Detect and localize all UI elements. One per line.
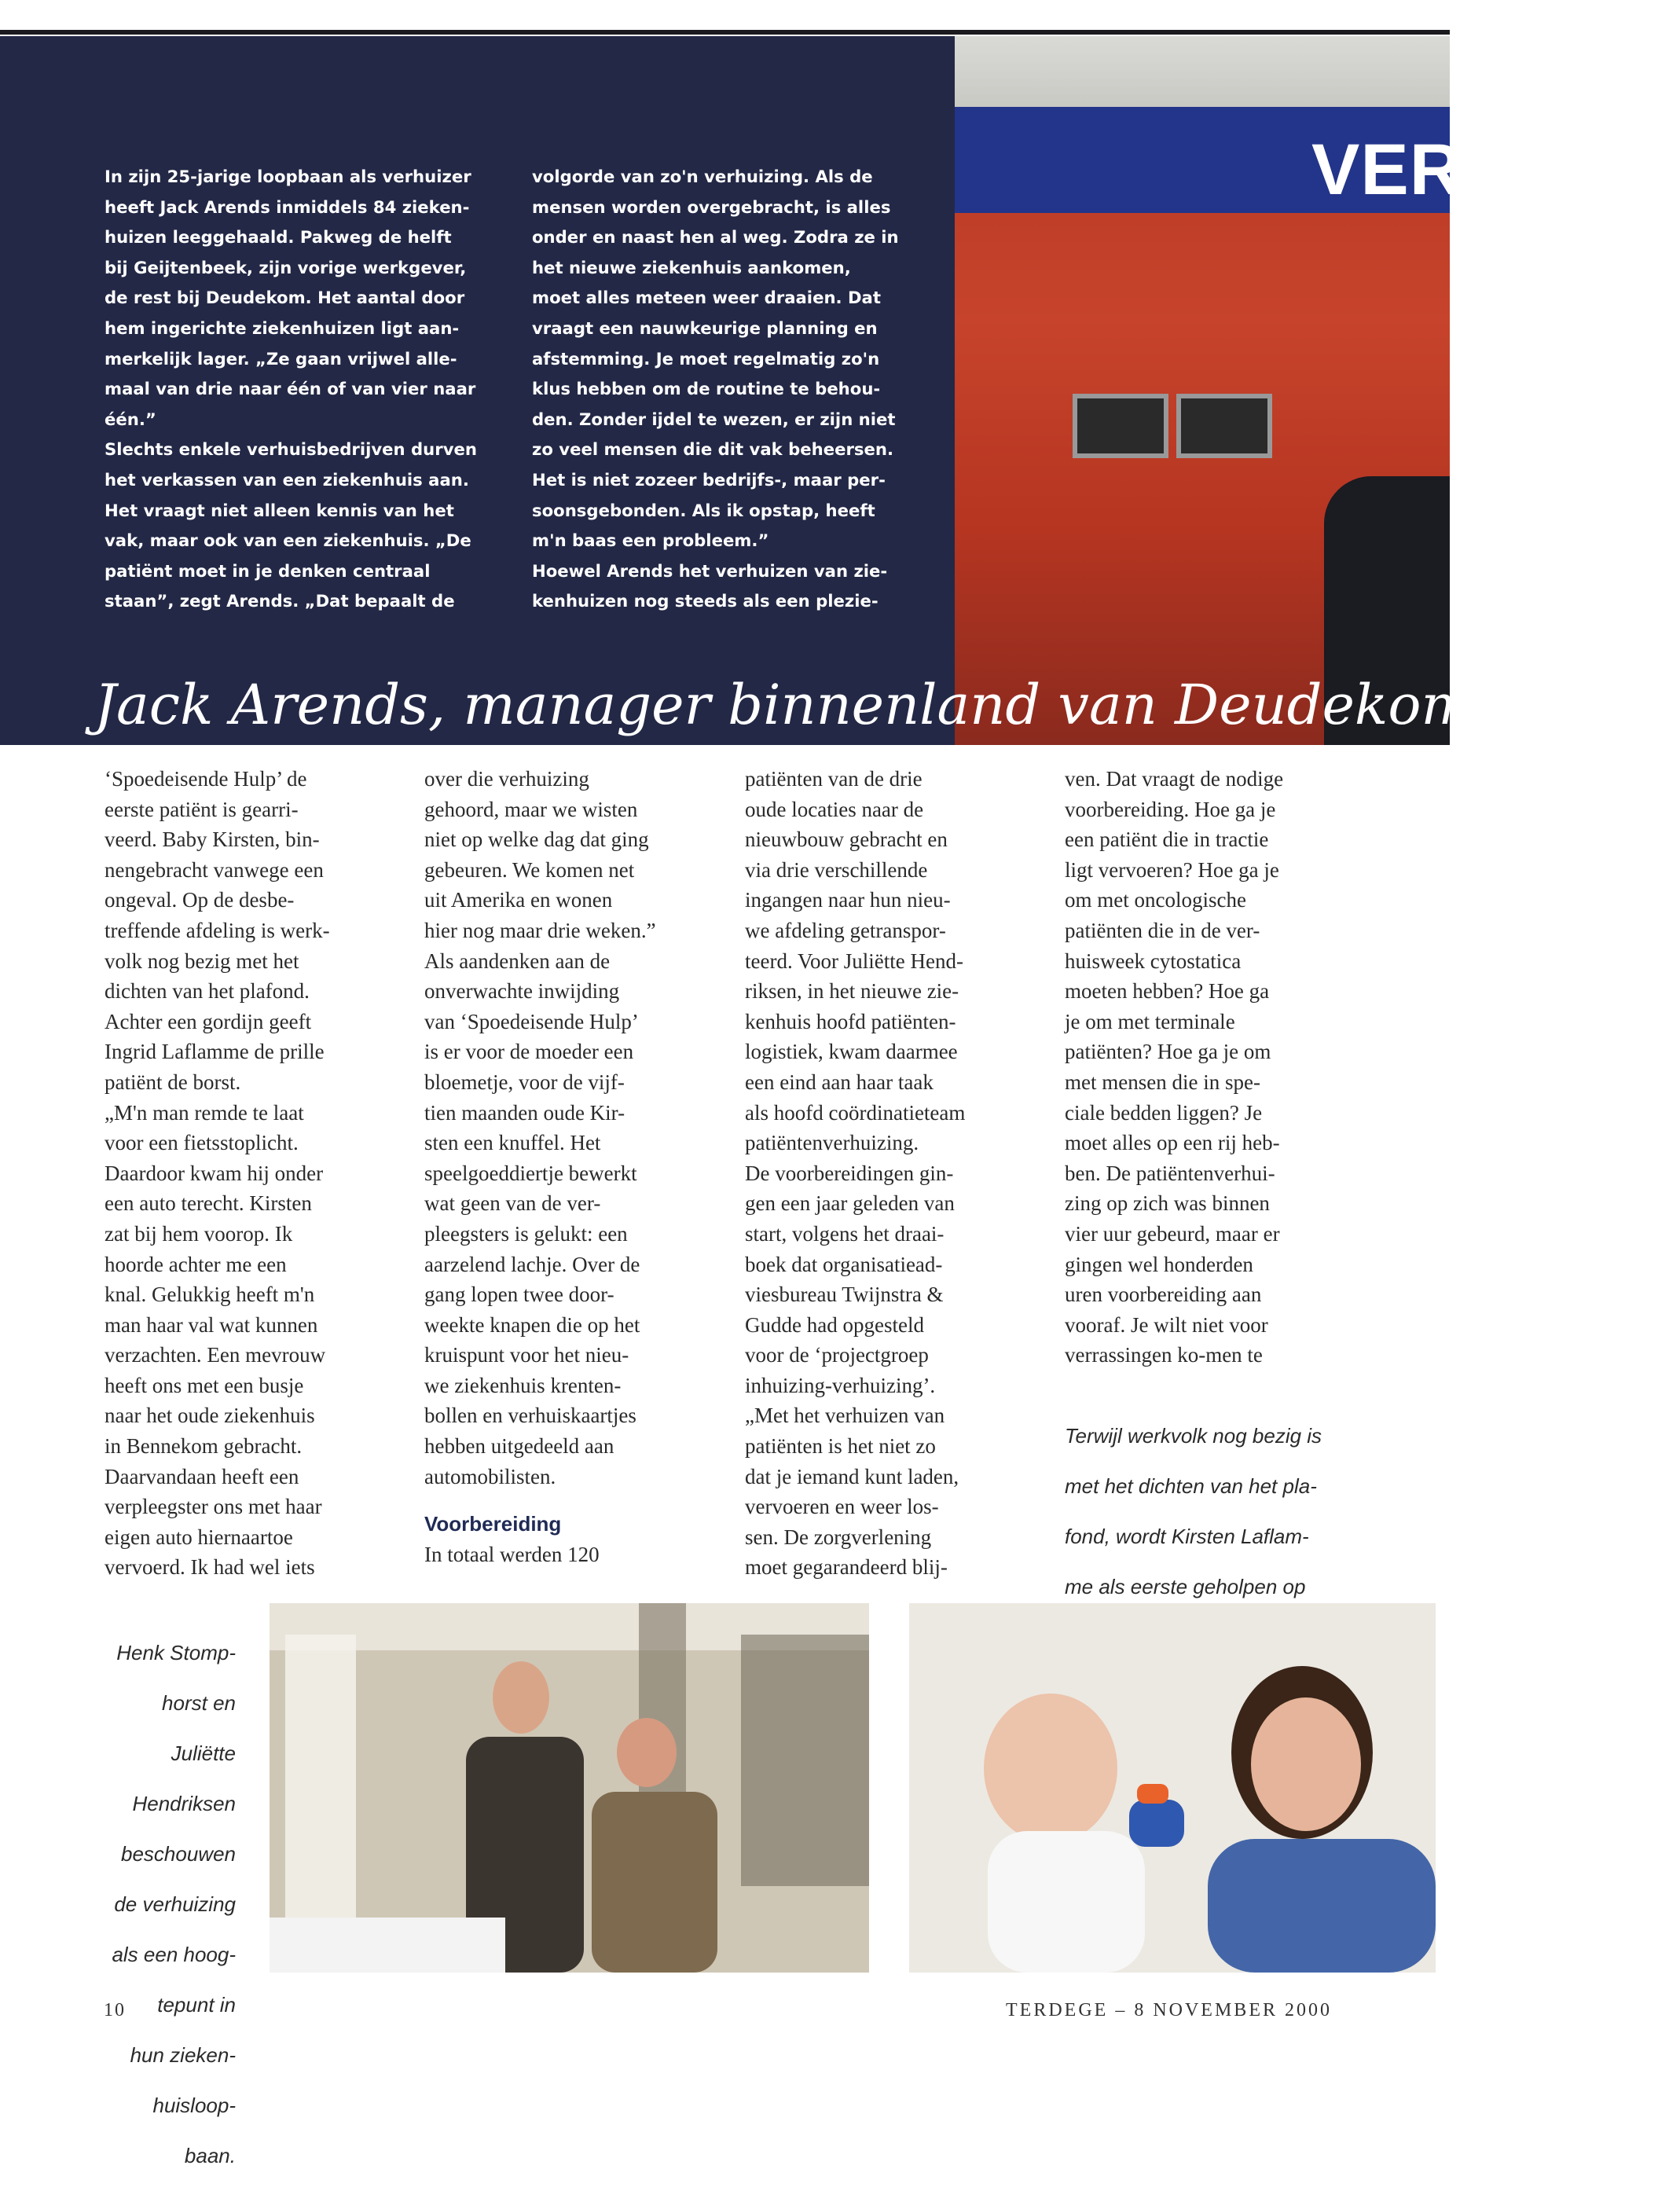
text-line: merkelijk lager. „Ze gaan vrijwel alle- [105, 348, 457, 369]
text-line: ben. De patiëntenverhui- [1065, 1161, 1275, 1185]
text-line: fond, wordt Kirsten Laflam- [1065, 1525, 1309, 1548]
text-line: naar het oude ziekenhuis [105, 1404, 315, 1428]
text-line: zat bij hem voorop. Ik [105, 1221, 293, 1246]
article-banner [0, 36, 1680, 745]
text-line: kenhuis hoofd patiënten- [745, 1009, 956, 1033]
body-column-3 [745, 764, 1036, 1583]
top-rule [0, 30, 1450, 35]
text-line: wat geen van de ver- [424, 1191, 601, 1216]
text-line: vier uur gebeurd, maar er [1065, 1221, 1280, 1246]
text-line: beschouwen [121, 1842, 236, 1866]
text-line: vraagt een nauwkeurige planning en [532, 317, 878, 338]
text-line: me als eerste geholpen op [1065, 1575, 1306, 1598]
text-line: bij Geijtenbeek, zijn vorige werkgever, [105, 257, 467, 277]
text-line: „Met het verhuizen van [745, 1404, 945, 1428]
text-line: patiënten? Hoe ga je om [1065, 1040, 1271, 1064]
text-line: met mensen die in spe- [1065, 1070, 1260, 1094]
text-line: verzachten. Een mevrouw [105, 1343, 326, 1367]
text-line: man haar val wat kunnen [105, 1312, 318, 1337]
photo-illustration [270, 1603, 869, 1973]
text-line: gen een jaar geleden van [745, 1191, 955, 1216]
text-line: Ingrid Laflamme de prille [105, 1040, 325, 1064]
text-line: mensen worden overgebracht, is alles [532, 196, 891, 217]
text-line: ‘Spoedeisende Hulp’ de [105, 767, 307, 791]
publication-footer: TERDEGE – 8 NOVEMBER 2000 [1006, 2000, 1332, 2020]
text-line: heeft Jack Arends inmiddels 84 zieken- [105, 196, 470, 217]
text-line: moet alles meteen weer draaien. Dat [532, 288, 881, 308]
text-line: sten een knuffel. Het [424, 1131, 601, 1155]
text-line: Het vraagt niet alleen kennis van het [105, 500, 454, 520]
text-line: viesbureau Twijnstra & [745, 1283, 944, 1307]
text-line: riksen, in het nieuwe zie- [745, 979, 959, 1004]
article-headline: Jack Arends, manager binnenland van Deudekom: „Het t [94, 673, 1680, 737]
text-line: patiënten van de drie [745, 767, 923, 791]
text-line: m'n baas een probleem.” [532, 530, 769, 551]
text-line: patiënt de borst. [105, 1070, 241, 1094]
text-line: huisloop- [152, 2094, 236, 2117]
text-line: weekte knapen die op het [424, 1312, 640, 1337]
text-line: één.” [105, 409, 156, 429]
truck-lamp [1176, 394, 1272, 458]
text-line: kruispunt voor het nieu- [424, 1343, 629, 1367]
text-line: het nieuwe ziekenhuis aankomen, [532, 257, 851, 277]
text-line: over die verhuizing [424, 767, 589, 791]
truck-lamp [1073, 394, 1168, 458]
text-line: logistiek, kwam daarmee [745, 1040, 958, 1064]
text-line: verpleegster ons met haar [105, 1495, 322, 1519]
text-line: bloemetje, voor de vijf- [424, 1070, 625, 1094]
truck-photo [955, 36, 1484, 745]
text-line: hun zieken- [130, 2043, 236, 2067]
text-line: een eind aan haar taak [745, 1070, 934, 1094]
text-line: we afdeling getranspor- [745, 918, 946, 942]
text-line: Daarvandaan heeft een [105, 1464, 299, 1488]
text-line: zing op zich was binnen [1065, 1191, 1270, 1216]
text-line: onder en naast hen al weg. Zodra ze in [532, 227, 899, 248]
text-line: patiëntenverhuizing. [745, 1131, 919, 1155]
text-line: patiënten die in de ver- [1065, 918, 1260, 942]
text-line: moeten hebben? Hoe ga [1065, 979, 1270, 1004]
text-line: tepunt in [157, 1993, 236, 2017]
text-line: sen. De zorgverlening [745, 1525, 932, 1549]
subheading-voorbereiding: Voorbereiding [424, 1512, 562, 1536]
text-line: vak, maar ook van een ziekenhuis. „De [105, 530, 471, 551]
text-line: zo veel mensen die dit vak beheersen. [532, 439, 894, 460]
text-line: afstemming. Je moet regelmatig zo'n [532, 348, 880, 369]
text-line: hebben uitgedeeld aan [424, 1434, 614, 1459]
text-line: In totaal werden 120 [424, 1542, 600, 1566]
text-line: inhuizing-verhuizing’. [745, 1373, 936, 1397]
text-line: nieuwbouw gebracht en [745, 828, 948, 852]
text-line: volgorde van zo'n verhuizing. Als de [532, 167, 873, 186]
text-line: gingen wel honderden [1065, 1252, 1253, 1276]
photo-illustration [909, 1603, 1436, 1973]
text-line: Gudde had opgesteld [745, 1312, 924, 1337]
text-line: Juliëtte [171, 1741, 236, 1765]
text-line: gebeuren. We komen net [424, 857, 635, 882]
text-line: Henk Stomp- [116, 1641, 236, 1664]
text-line: In zijn 25-jarige loopbaan als verhuizer [105, 167, 471, 186]
banner-intro-col-1 [105, 162, 490, 617]
text-line: den. Zonder ijdel te wezen, er zijn niet [532, 409, 896, 429]
text-line: een patiënt die in tractie [1065, 828, 1269, 852]
text-line: uit Amerika en wonen [424, 888, 613, 912]
truck-lettering: VERI [1311, 130, 1484, 210]
text-line: eigen auto hiernaartoe [105, 1525, 293, 1549]
text-line: baan. [184, 2144, 236, 2167]
text-line: veerd. Baby Kirsten, bin- [105, 828, 320, 852]
text-line: onverwachte inwijding [424, 979, 620, 1004]
text-line: is er voor de moeder een [424, 1040, 634, 1064]
text-line: automobilisten. [424, 1464, 556, 1488]
text-line: bollen en verhuiskaartjes [424, 1404, 636, 1428]
text-line: Daardoor kwam hij onder [105, 1161, 324, 1185]
text-line: van ‘Spoedeisende Hulp’ [424, 1009, 639, 1033]
text-line: ligt vervoeren? Hoe ga je [1065, 857, 1279, 882]
text-line: pleegsters is gelukt: een [424, 1221, 628, 1246]
text-line: aarzelend lachje. Over de [424, 1252, 640, 1276]
text-line: niet op welke dag dat ging [424, 828, 649, 852]
text-line: Terwijl werkvolk nog bezig is [1065, 1424, 1322, 1448]
text-line: kenhuizen nog steeds als een plezie- [532, 591, 879, 611]
text-line: boek dat organisatiead- [745, 1252, 943, 1276]
text-line: maal van drie naar één of van vier naar [105, 379, 476, 399]
text-line: huizen leeggehaald. Pakweg de helft [105, 227, 452, 248]
text-line: voorbereiding. Hoe ga je [1065, 797, 1276, 821]
text-line: vooraf. Je wilt niet voor [1065, 1312, 1268, 1337]
text-line: teerd. Voor Juliëtte Hend- [745, 949, 963, 973]
text-line: gehoord, maar we wisten [424, 797, 638, 821]
text-line: Slechts enkele verhuisbedrijven durven [105, 439, 477, 460]
text-line: een auto terecht. Kirsten [105, 1191, 312, 1216]
text-line: ingangen naar hun nieu- [745, 888, 951, 912]
body-column-2 [424, 764, 715, 1569]
text-line: „M'n man remde te laat [105, 1100, 304, 1125]
photo-stomphorst-hendriksen [270, 1603, 869, 1973]
text-line: het verkassen van een ziekenhuis aan. [105, 469, 469, 490]
text-line: voor de ‘projectgroep [745, 1343, 929, 1367]
text-line: ciale bedden liggen? Je [1065, 1100, 1263, 1125]
text-line: ven. Dat vraagt de nodige [1065, 767, 1284, 791]
body-column-2-text [424, 764, 715, 1492]
text-line: Als aandenken aan de [424, 949, 611, 973]
text-line: nengebracht vanwege een [105, 857, 324, 882]
text-line: vervoerd. Ik had wel iets [105, 1555, 315, 1580]
text-line: klus hebben om de routine te behou- [532, 379, 881, 399]
body-column-2-continued [424, 1540, 715, 1570]
body-column-4 [1065, 764, 1355, 1371]
caption-stomphorst-hendriksen [86, 1617, 236, 2191]
text-line: hoorde achter me een [105, 1252, 287, 1276]
text-line: uren voorbereiding aan [1065, 1283, 1262, 1307]
text-line: voor een fietsstoplicht. [105, 1131, 299, 1155]
text-line: de rest bij Deudekom. Het aantal door [105, 288, 465, 308]
text-line: patiënt moet in je denken centraal [105, 560, 431, 581]
text-line: horst en [162, 1691, 236, 1715]
text-line: vervoeren en weer los- [745, 1495, 939, 1519]
text-line: start, volgens het draai- [745, 1221, 945, 1246]
text-line: Achter een gordijn geeft [105, 1009, 312, 1033]
text-line: hem ingerichte ziekenhuizen ligt aan- [105, 317, 460, 338]
text-line: oude locaties naar de [745, 797, 924, 821]
text-line: dichten van het plafond. [105, 979, 310, 1004]
text-line: om met oncologische [1065, 888, 1246, 912]
text-line: als hoofd coördinatieteam [745, 1100, 966, 1125]
text-line: we ziekenhuis krenten- [424, 1373, 622, 1397]
text-line: Het is niet zozeer bedrijfs-, maar per- [532, 469, 886, 490]
text-line: je om met terminale [1065, 1009, 1235, 1033]
text-line: staan”, zegt Arends. „Dat bepaalt de [105, 591, 455, 611]
text-line: knal. Gelukkig heeft m'n [105, 1283, 315, 1307]
text-line: treffende afdeling is werk- [105, 918, 330, 942]
text-line: volk nog bezig met het [105, 949, 299, 973]
text-line: De voorbereidingen gin- [745, 1161, 954, 1185]
photo-mother-and-baby [909, 1603, 1436, 1973]
text-line: verrassingen ko-men te [1065, 1343, 1263, 1367]
text-line: Hoewel Arends het verhuizen van zie- [532, 560, 888, 581]
text-line: tien maanden oude Kir- [424, 1100, 625, 1125]
text-line: de verhuizing [114, 1892, 236, 1916]
text-line: hier nog maar drie weken.” [424, 918, 656, 942]
text-line: eerste patiënt is gearri- [105, 797, 299, 821]
text-line: met het dichten van het pla- [1065, 1474, 1317, 1498]
body-column-1 [105, 764, 395, 1583]
text-line: in Bennekom gebracht. [105, 1434, 303, 1459]
text-line: patiënten is het niet zo [745, 1434, 936, 1459]
text-line: huisweek cytostatica [1065, 949, 1242, 973]
text-line: als een hoog- [112, 1943, 236, 1966]
text-line: moet alles op een rij heb- [1065, 1131, 1280, 1155]
text-line: dat je iemand kunt laden, [745, 1464, 959, 1488]
banner-intro-col-2 [532, 162, 917, 617]
page-number: 10 [104, 2000, 126, 2020]
text-line: Hendriksen [132, 1792, 236, 1815]
text-line: soonsgebonden. Als ik opstap, heeft [532, 500, 875, 520]
text-line: ongeval. Op de desbe- [105, 888, 295, 912]
text-line: via drie verschillende [745, 857, 928, 882]
text-line: heeft ons met een busje [105, 1373, 304, 1397]
text-line: gang lopen twee door- [424, 1283, 614, 1307]
text-line: speelgoeddiertje bewerkt [424, 1161, 637, 1185]
text-line: moet gegarandeerd blij- [745, 1555, 948, 1580]
